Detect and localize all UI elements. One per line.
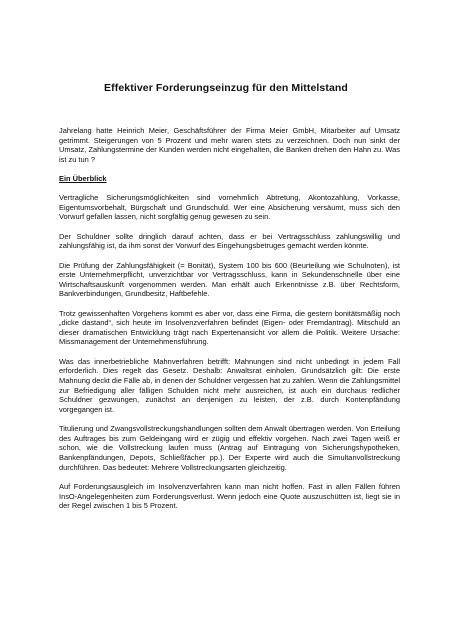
body-paragraph-4: Trotz gewissenhaften Vorgehens kommt es aber vor, dass eine Firma, die gestern bonitätsmäßig noch „dicke dastand“, sich heute im Insolvenzverfahren befindet (Eigen- oder Fremdantrag). Mitschuld an dieser dramatischen Entwicklung trägt nach Expertenansicht vor allem die Politik. Weitere Ursache: Missmanagement der Unternehmensführung. bbox=[59, 308, 400, 347]
body-paragraph-5: Was das innerbetriebliche Mahnverfahren betrifft: Mahnungen sind nicht unbedingt in jedem Fall erforderlich. Dies regelt das Gesetz. Deshalb: Anwaltsrat einholen. Grundsätzlich gilt: Die erste Mahnung deckt die Fälle ab, in denen der Schuldner vergessen hat zu zahlen. Wenn die Zahlungsmittel zur Befriedigung aller fälligen Schulden nicht mehr ausreichen, ist auch ein durchaus redlicher Schuldner gezwungen, zunächst an denjenigen zu leisten, der z.B. durch Kontenpfändung vorgegangen ist. bbox=[59, 356, 400, 414]
body-paragraph-7: Auf Forderungsausgleich im Insolvenzverfahren kann man nicht hoffen. Fast in allen Fällen führen InsO-Angelegenheiten zum Forderungsverlust. Wenn jedoch eine Quote auszuschütten ist, liegt sie in der Regel zwischen 1 bis 5 Prozent. bbox=[59, 481, 400, 511]
body-paragraph-6: Titulierung und Zwangsvollstreckungshandlungen sollten dem Anwalt übertragen werden. Von Erteilung des Auftrages bis zum Geldeingang wird er zügig und effektiv vorgehen. Nach zwei Tagen weiß er schon, wie die Vollstreckung laufen muss (Antrag auf Eintragung von Sicherungshypotheken, Bankenpfändungen, Depots, Schließfächer pp.). Der Experte wird auch die Simultanvollstreckung durchführen. Das bedeutet: Mehrere Vollstreckungsarten gleichzeitig. bbox=[59, 424, 400, 472]
body-paragraph-1: Vertragliche Sicherungsmöglichkeiten sind vornehmlich Abtretung, Akontozahlung, Vorkasse, Eigentumsvorbehalt, Bürgschaft und Grundschuld. Wer eine Absicherung versäumt, muss sich den Vorwurf gefallen lassen, nicht sorgfältig genug gewesen zu sein. bbox=[59, 192, 400, 222]
body-paragraph-3: Die Prüfung der Zahlungsfähigkeit (= Bonität), System 100 bis 600 (Beurteilung wie Schulnoten), ist erste Unternehmerpflicht, unverzichtbar vor Vertragsschluss, kann in Sekundenschnelle über eine Wirtschaftsauskunft vorgenommen werden. Man erhält auch Erkenntnisse z.B. über Rechtsform, Bankverbindungen, Grundbesitz, Haftbefehle. bbox=[59, 260, 400, 299]
section-heading: Ein Überblick bbox=[59, 174, 107, 184]
document-title: Effektiver Forderungseinzug für den Mittelstand bbox=[104, 82, 348, 94]
intro-paragraph: Jahrelang hatte Heinrich Meier, Geschäftsführer der Firma Meier GmbH, Mitarbeiter auf Umsatz getrimmt. Steigerungen von 5 Prozent und mehr waren stets zu verzeichnen. Doch nun sinkt der Umsatz, Zahlungstermine der Kunden werden nicht eingehalten, die Banken drehen den Hahn zu. Was ist zu tun ? bbox=[59, 126, 400, 164]
document-body bbox=[59, 126, 400, 521]
body-paragraph-2: Der Schuldner sollte dringlich darauf achten, dass er bei Vertragsschluss zahlungswillig und zahlungsfähig ist, da ihm sonst der Vorwurf des Eingehungsbetruges gemacht werden könnte. bbox=[59, 231, 400, 251]
